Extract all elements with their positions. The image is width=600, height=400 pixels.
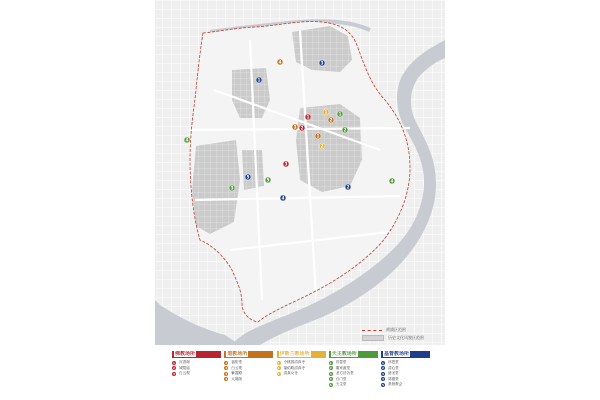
site-marker-christian[interactable] — [256, 77, 262, 83]
legend-item-label: 福佑路清真寺 — [283, 365, 306, 370]
site-marker-christian[interactable] — [280, 195, 286, 201]
legend-item-number: 2 — [382, 366, 384, 371]
legend-group-taoist — [224, 351, 273, 397]
legend-item — [224, 377, 273, 383]
legend-item-number: 1 — [225, 360, 228, 365]
legend-item-list — [172, 360, 221, 377]
legend-item-label: 白云观 — [179, 371, 190, 376]
legend-group-title: 基督教场所 — [384, 351, 410, 357]
site-marker-number: 3 — [284, 161, 288, 167]
legend-item-label: 大境阁 — [231, 376, 243, 381]
site-marker-number: 2 — [343, 127, 347, 133]
site-marker-number: 4 — [281, 195, 285, 201]
legend-item-number: 1 — [382, 360, 384, 365]
legend-item-number: 4 — [382, 377, 384, 382]
legend-item-number: 4 — [329, 377, 332, 382]
site-marker-taoist[interactable] — [292, 124, 298, 130]
site-marker-buddhist[interactable] — [299, 125, 305, 131]
site-marker-taoist[interactable] — [277, 59, 283, 65]
site-marker-number: 5 — [266, 177, 270, 183]
legend-item-number: 1 — [277, 360, 280, 365]
legend-item-number: 3 — [382, 371, 384, 376]
site-marker-catholic[interactable] — [184, 137, 190, 143]
legend-group-header — [329, 351, 378, 358]
site-marker-number: 5 — [246, 174, 250, 180]
site-marker-number: 4 — [185, 137, 189, 143]
legend-group-buddhist — [172, 351, 221, 397]
legend-item-list — [381, 360, 430, 388]
legend-group-header — [224, 351, 273, 358]
site-marker-number: 3 — [230, 185, 234, 191]
legend-item-label: 福佑堂 — [231, 360, 243, 365]
legend-item — [329, 382, 378, 388]
site-marker-number: 1 — [316, 133, 320, 139]
site-marker-taoist[interactable] — [315, 133, 321, 139]
site-marker-number: 1 — [338, 111, 342, 117]
legend-group-islamic — [277, 351, 326, 397]
site-marker-catholic[interactable] — [389, 178, 395, 184]
legend-item-number: 1 — [173, 360, 175, 365]
site-marker-number: 2 — [300, 125, 304, 131]
site-marker-number: 4 — [390, 178, 394, 184]
legend-item-number: 2 — [225, 366, 228, 371]
legend-item-label: 董家渡堂 — [335, 365, 351, 370]
site-marker-catholic[interactable] — [342, 127, 348, 133]
legend-group-christian — [381, 351, 430, 397]
legend-item-list — [329, 360, 378, 388]
legend-item-number: 4 — [225, 377, 228, 382]
historic-legend-row — [362, 334, 442, 342]
legend-group-header — [172, 351, 221, 358]
legend-item-number: 1 — [329, 360, 332, 365]
historic-zone-middle — [242, 150, 264, 190]
legend-item — [172, 371, 221, 377]
site-marker-number: 3 — [293, 124, 297, 130]
legend-item-label: 诸圣堂 — [388, 371, 399, 376]
legend-item-label: 鸿德堂 — [388, 376, 399, 381]
site-marker-number: 1 — [306, 114, 310, 120]
legend-group-catholic — [329, 351, 378, 397]
legend-item-label: 圣方济各堂 — [335, 371, 354, 376]
legend-item-number: 3 — [277, 371, 280, 376]
legend-item-number: 3 — [225, 371, 228, 376]
legend-item-label: 清心堂 — [388, 365, 399, 370]
legend-group-header — [277, 351, 326, 358]
legend-item-number: 2 — [173, 366, 175, 371]
legend-item-label: 沉香阁 — [179, 360, 190, 365]
legend-item-number: 3 — [173, 371, 175, 376]
site-marker-catholic[interactable] — [337, 111, 343, 117]
legend-item-number: 3 — [329, 371, 332, 376]
legend-item-label: 若瑟堂 — [335, 360, 347, 365]
site-marker-islamic[interactable] — [319, 143, 325, 149]
boundary-legend-row — [362, 326, 442, 334]
legend-group-title: 道教场所 — [227, 351, 248, 357]
boundary-legend — [362, 326, 442, 342]
boundary-swatch — [362, 330, 382, 331]
site-marker-islamic[interactable] — [323, 109, 329, 115]
legend-item-label: 沐恩堂 — [388, 360, 399, 365]
site-marker-taoist[interactable] — [328, 117, 334, 123]
legend-item-number: 5 — [329, 382, 332, 387]
site-marker-buddhist[interactable] — [305, 114, 311, 120]
site-marker-number: 3 — [320, 60, 324, 66]
legend-item-label: 基督教会 — [388, 382, 403, 387]
site-marker-catholic[interactable] — [229, 185, 235, 191]
legend-item-label: 城隍庙 — [179, 365, 190, 370]
legend-group-title: 伊斯兰教场所 — [279, 351, 310, 357]
legend-item — [277, 371, 326, 377]
site-marker-catholic[interactable] — [265, 177, 271, 183]
legend-item-list — [277, 360, 326, 377]
site-marker-christian[interactable] — [245, 174, 251, 180]
legend-item-number: 2 — [329, 366, 332, 371]
site-marker-number: 2 — [329, 117, 333, 123]
boundary-label: 黄浦区范围 — [386, 327, 406, 332]
site-marker-number: 1 — [324, 109, 328, 115]
legend-group-title: 佛教场所 — [175, 351, 196, 357]
legend-item-label: 白云观 — [231, 365, 243, 370]
legend-group-title: 天主教场所 — [331, 351, 357, 357]
site-marker-buddhist[interactable] — [283, 161, 289, 167]
legend-item-number: 5 — [382, 382, 384, 387]
legend-item-list — [224, 360, 273, 382]
legend-item-label: 清真女寺 — [283, 371, 298, 376]
legend-item-label: 紫霞殿 — [231, 371, 243, 376]
legend-item-label: 小桃园清真寺 — [283, 360, 306, 365]
legend-item-label: 石门堂 — [335, 376, 347, 381]
legend-item-number: 2 — [277, 366, 280, 371]
legend-item — [381, 382, 430, 388]
site-marker-number: 2 — [346, 184, 350, 190]
site-marker-christian[interactable] — [345, 184, 351, 190]
historic-swatch — [362, 335, 384, 341]
site-marker-christian[interactable] — [319, 60, 325, 66]
site-marker-number: 2 — [320, 143, 324, 149]
historic-label: 历史文化风貌区范围 — [388, 335, 424, 340]
legend-group-header — [381, 351, 430, 358]
religion-legend — [172, 351, 430, 397]
site-marker-number: 1 — [257, 77, 261, 83]
site-marker-number: 4 — [278, 59, 282, 65]
legend-item-label: 天主堂 — [335, 382, 347, 387]
